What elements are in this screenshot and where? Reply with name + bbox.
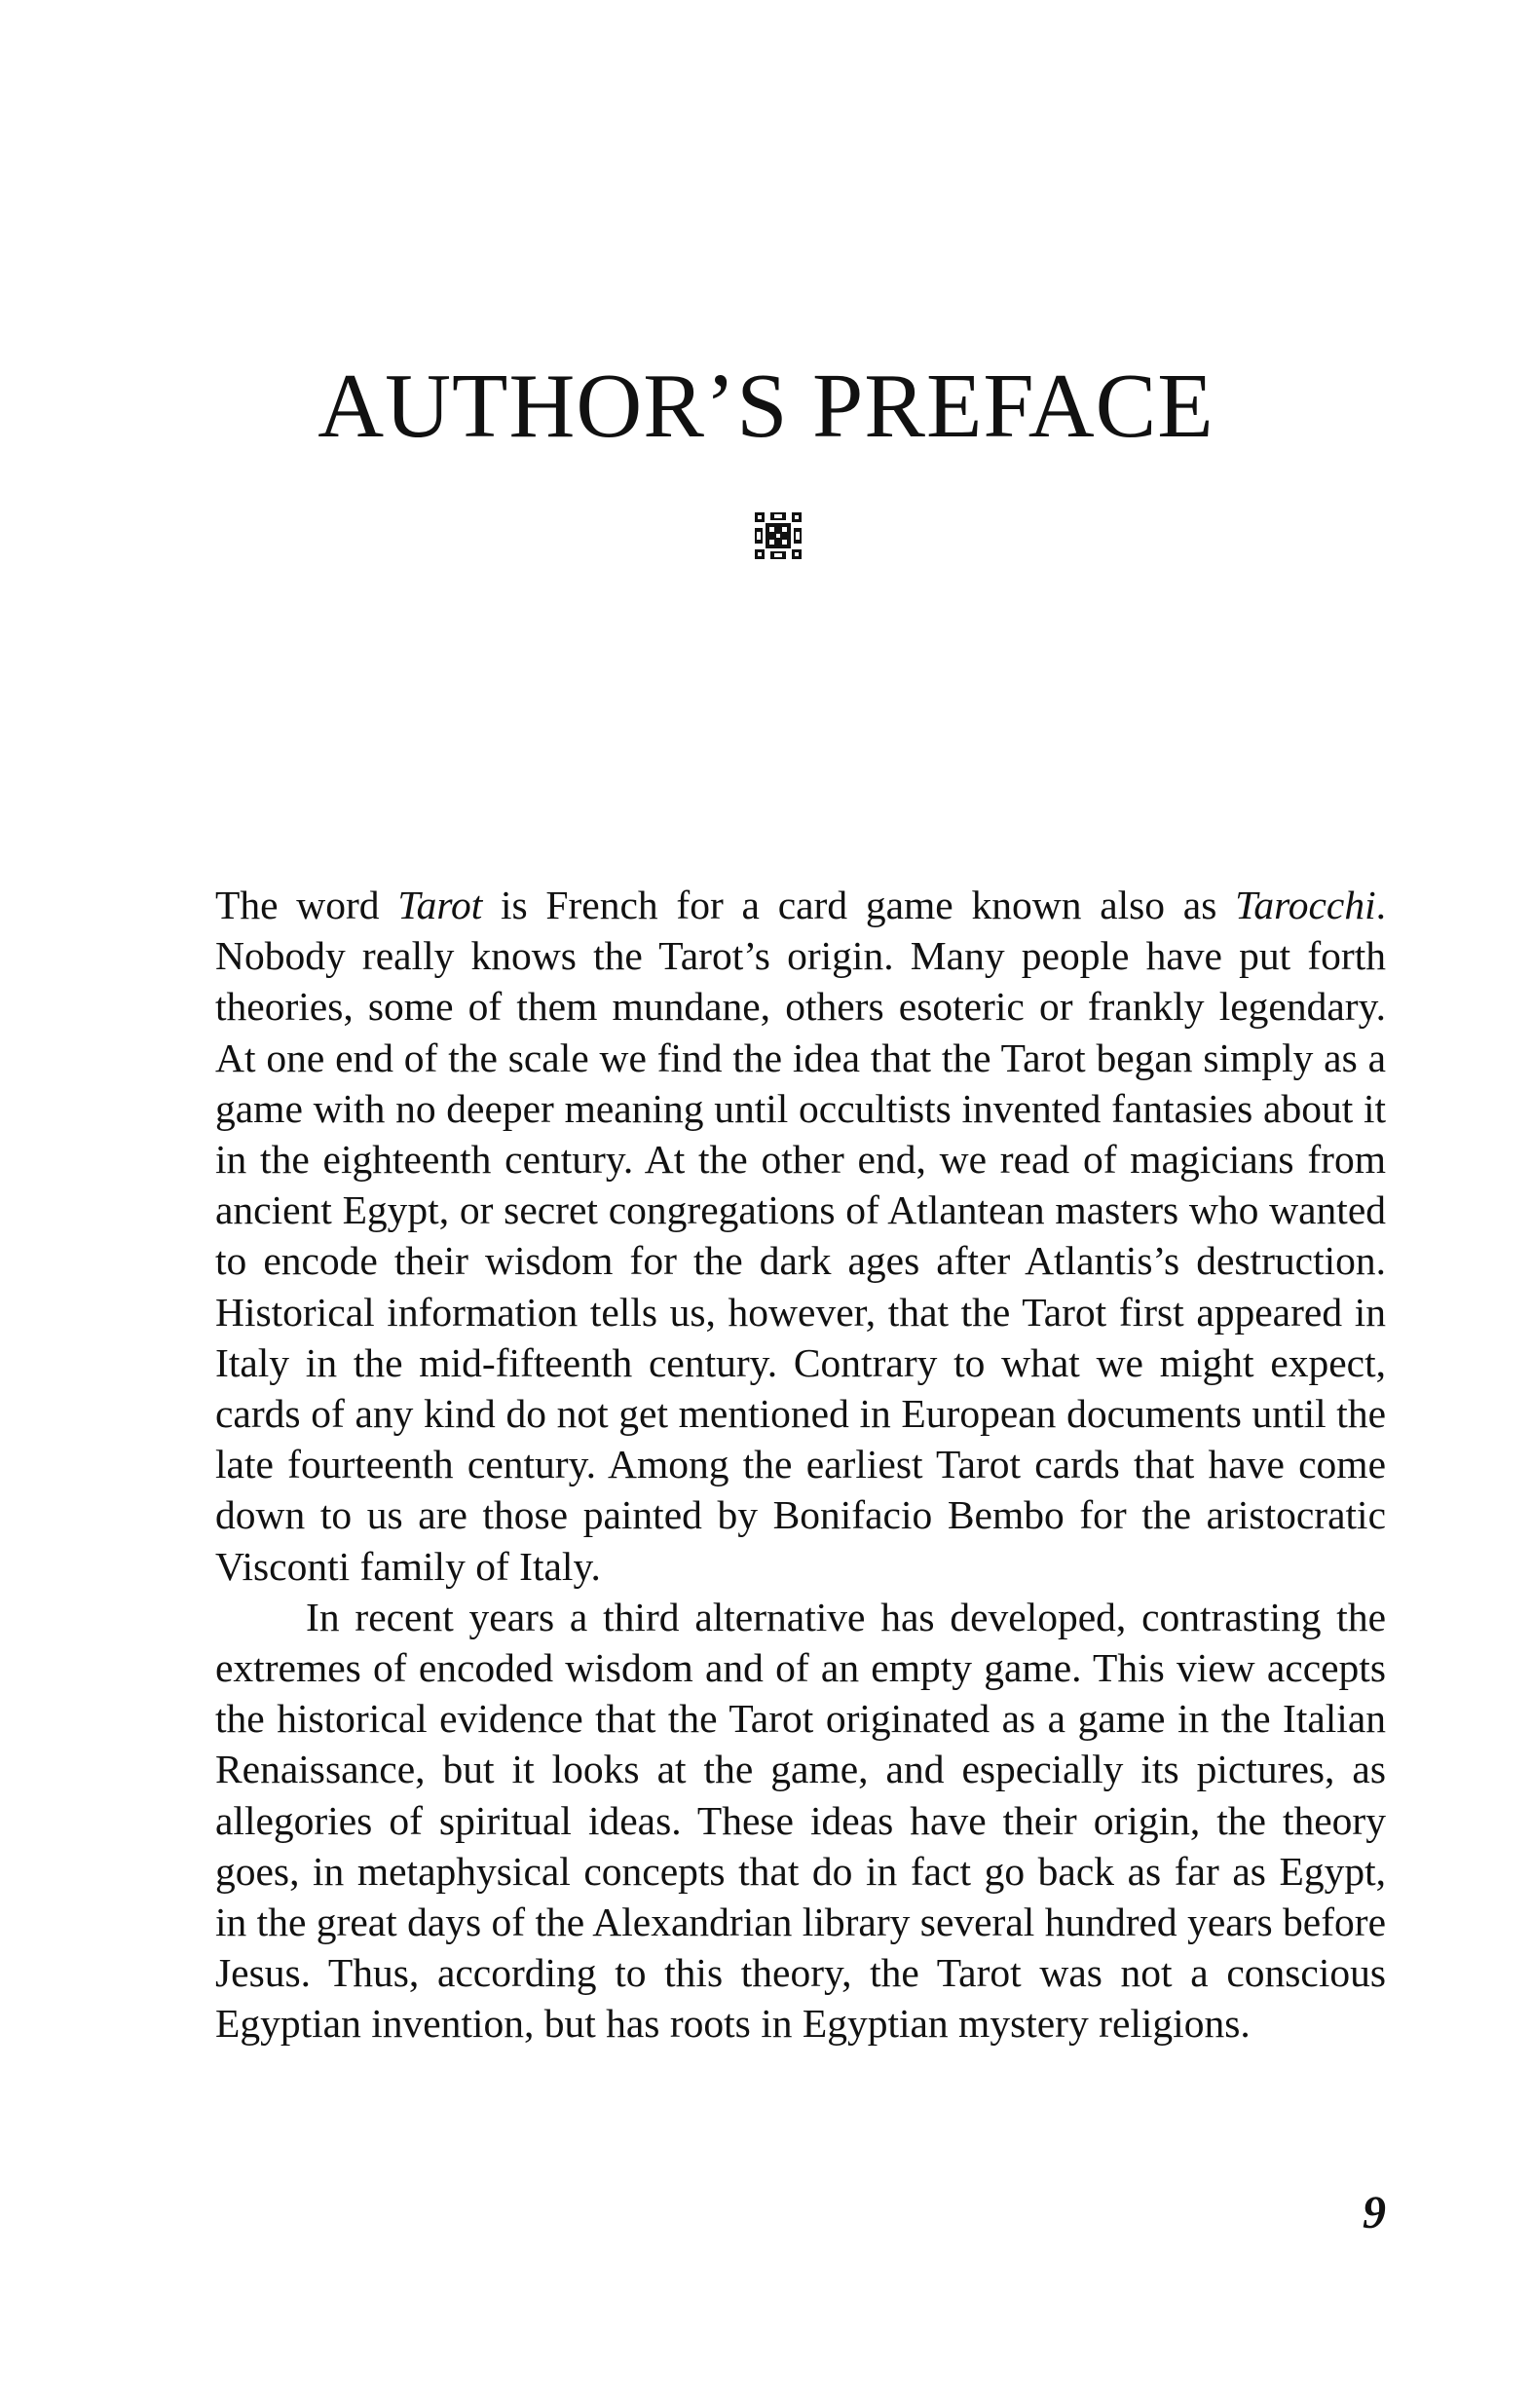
- paragraph-1-rest: . Nobody really knows the Tarot’s origin. Many people have put forth theories, some of them mundane, others esoteric or frankly legendary. At one end of the scale we find the idea that the Tarot began simply as a game with no deeper meaning until occultists invented fantasies about it in the eighteenth century. At the other end, we read of magicians from ancient Egypt, or secret congregations of Atlantean masters who wanted to encode their wisdom for the dark ages after Atlantis’s destruction. Historical information tells us, however, that the Tarot first appeared in Italy in the mid-fifteenth century. Contrary to what we might expect, cards of any kind do not get mentioned in European documents until the late fourteenth century. Among the earliest Tarot cards that have come down to us are those painted by Bonifacio Bembo for the aristocratic Visconti family of Italy.: [215, 883, 1386, 1589]
- celtic-knot-ornament-icon: [753, 510, 803, 561]
- page-number: 9: [1363, 2187, 1386, 2239]
- paragraph-1-middle: is French for a card game known also as: [482, 883, 1236, 927]
- chapter-title: AUTHOR’S PREFACE: [318, 356, 1214, 457]
- paragraph-1-start: The word: [215, 883, 398, 927]
- paragraph-1: [215, 880, 1386, 1592]
- preface-body: [215, 880, 1386, 2050]
- paragraph-2: In recent years a third alternative has developed, contrasting the extremes of encoded wisdom and of an empty game. This view accepts the historical evidence that the Tarot originated as a game in the Italian Renaissance, but it looks at the game, and especially its pictures, as allegories of spiritual ideas. These ideas have their origin, the theory goes, in metaphysical concepts that do in fact go back as far as Egypt, in the great days of the Alexandrian library several hundred years before Jesus. Thus, according to this theory, the Tarot was not a conscious Egyptian invention, but has roots in Egyptian mystery religions.: [215, 1594, 1386, 2047]
- italic-word-tarot: Tarot: [397, 883, 483, 927]
- italic-word-tarocchi: Tarocchi: [1235, 883, 1376, 927]
